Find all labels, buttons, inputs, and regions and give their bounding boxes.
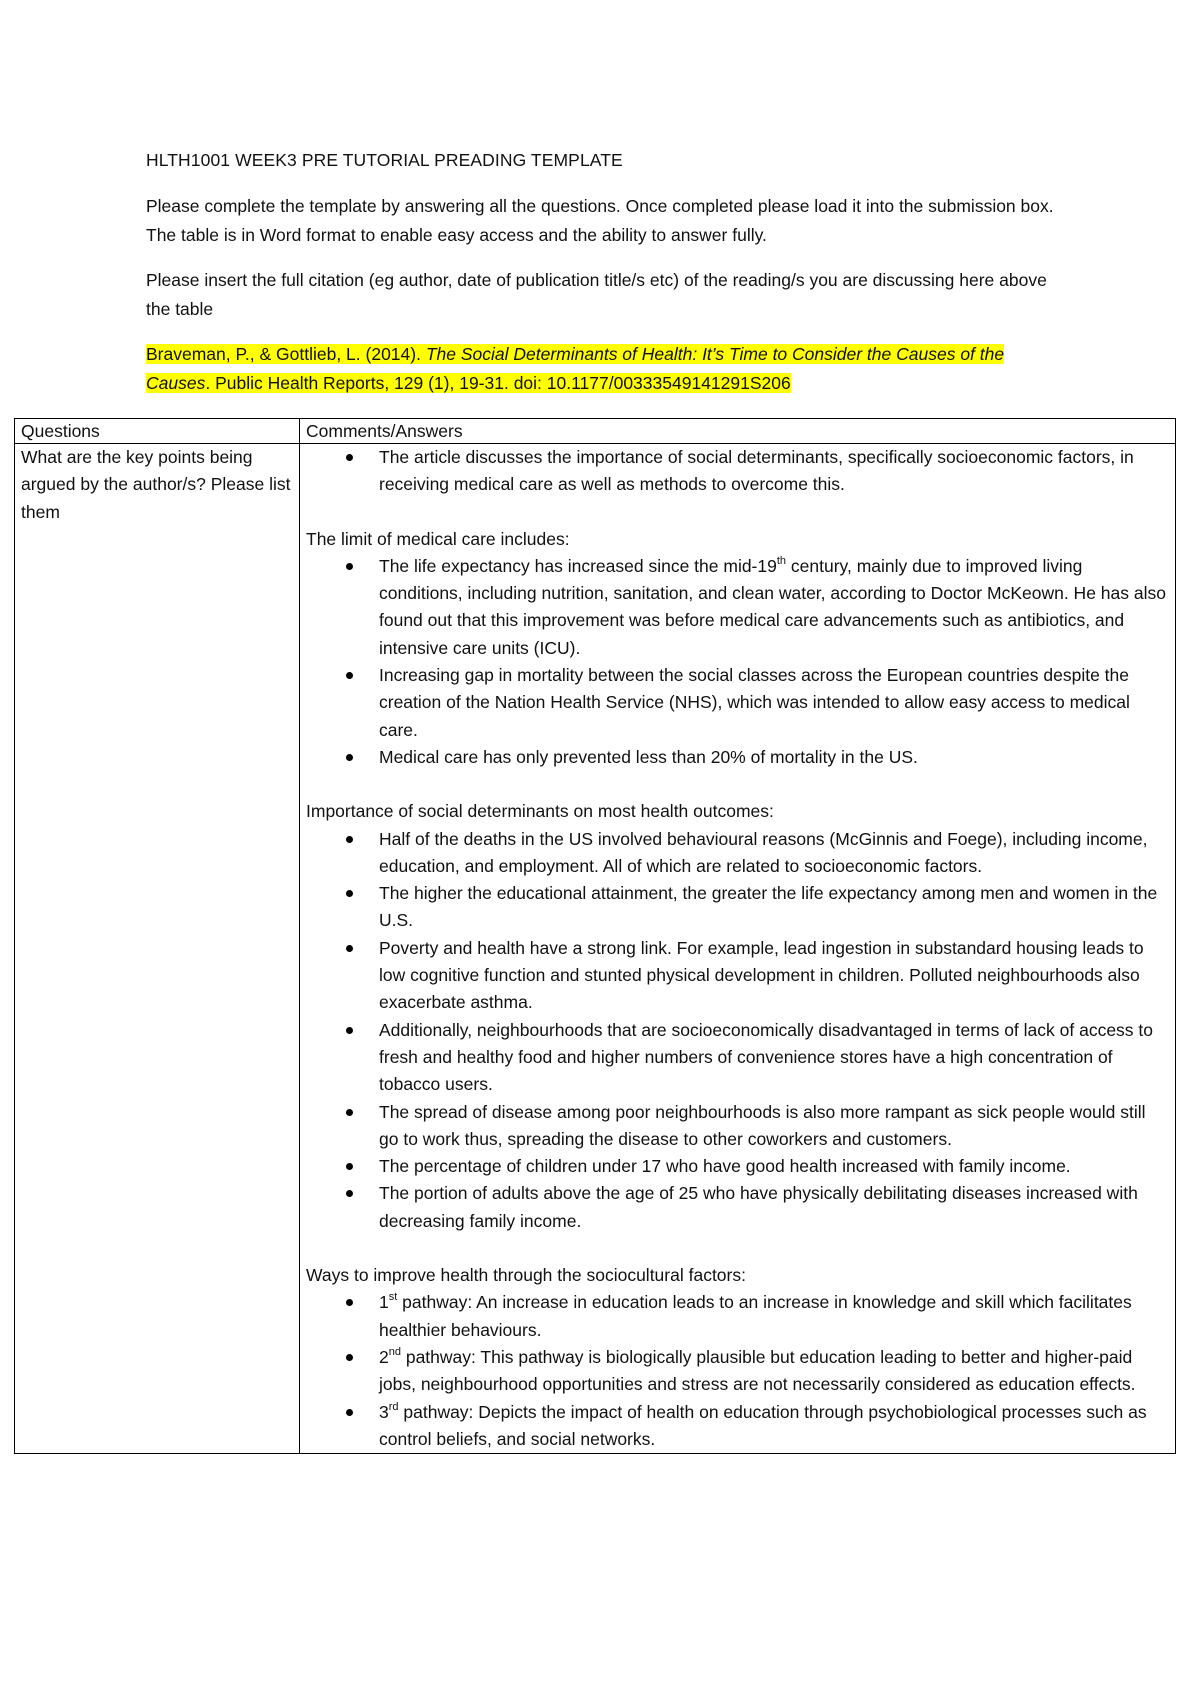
list-item: The portion of adults above the age of 25 who have physically debilitating diseases increased with decreasing family income. bbox=[306, 1180, 1169, 1235]
list-item: 3rd pathway: Depicts the impact of health on education through psychobiological processes such as control beliefs, and social networks. bbox=[306, 1399, 1169, 1454]
citation-article-title: The Social Determinants of Health: It’s Time to Consider the Causes of the Causes bbox=[146, 344, 1005, 393]
list-item: The higher the educational attainment, the greater the life expectancy among men and women in the U.S. bbox=[306, 880, 1169, 935]
citation bbox=[146, 340, 1066, 398]
list-item: The article discusses the importance of social determinants, specifically socioeconomic factors, in receiving medical care as well as methods to overcome this. bbox=[306, 444, 1169, 499]
list-item: Half of the deaths in the US involved behavioural reasons (McGinnis and Foege), including income, education, and employment. All of which are related to socioeconomic factors. bbox=[306, 826, 1169, 881]
table-row bbox=[15, 444, 1176, 1454]
intro-list bbox=[306, 444, 1169, 499]
improve-list bbox=[306, 1289, 1169, 1453]
section-heading-importance: Importance of social determinants on most health outcomes: bbox=[306, 801, 774, 822]
questions-table bbox=[14, 418, 1176, 1454]
list-item: Medical care has only prevented less than 20% of mortality in the US. bbox=[306, 744, 1169, 771]
section-heading-improve: Ways to improve health through the sociocultural factors: bbox=[306, 1265, 746, 1286]
section-heading-limits: The limit of medical care includes: bbox=[306, 528, 570, 549]
question-cell[interactable]: What are the key points being argued by the author/s? Please list them bbox=[15, 444, 300, 1454]
list-item: The percentage of children under 17 who have good health increased with family income. bbox=[306, 1153, 1169, 1180]
list-item: Additionally, neighbourhoods that are socioeconomically disadvantaged in terms of lack of access to fresh and healthy food and higher numbers of convenience stores have a high concentration of tobacco users. bbox=[306, 1017, 1169, 1099]
limits-list bbox=[306, 553, 1169, 771]
list-item: 2nd pathway: This pathway is biologically plausible but education leading to better and higher-paid jobs, neighbourhood opportunities and stress are not necessarily considered as education effects. bbox=[306, 1344, 1169, 1399]
document-title: HLTH1001 WEEK3 PRE TUTORIAL PREADING TEMPLATE bbox=[146, 150, 623, 170]
answers-column-header: Comments/Answers bbox=[300, 419, 1176, 444]
list-item: Increasing gap in mortality between the social classes across the European countries despite the creation of the Nation Health Service (NHS), which was intended to allow easy access to medical care. bbox=[306, 662, 1169, 744]
citation-authors: Braveman, P., & Gottlieb, L. (2014). bbox=[146, 344, 426, 364]
instructions-paragraph-1: Please complete the template by answering all the questions. Once completed please load it into the submission box. The table is in Word format to enable easy access and the ability to answer fully. bbox=[146, 196, 1054, 245]
citation-source: . Public Health Reports, 129 (1), 19-31. doi: 10.1177/00333549141291S206 bbox=[205, 373, 791, 393]
answer-cell[interactable] bbox=[300, 444, 1176, 1454]
questions-column-header: Questions bbox=[15, 419, 300, 444]
list-item: The spread of disease among poor neighbourhoods is also more rampant as sick people would still go to work thus, spreading the disease to other coworkers and customers. bbox=[306, 1099, 1169, 1154]
importance-list bbox=[306, 826, 1169, 1235]
list-item: 1st pathway: An increase in education leads to an increase in knowledge and skill which facilitates healthier behaviours. bbox=[306, 1289, 1169, 1344]
list-item: The life expectancy has increased since the mid-19th century, mainly due to improved living conditions, including nutrition, sanitation, and clean water, according to Doctor McKeown. He has also found out that this improvement was before medical care advancements such as antibiotics, and intensive care units (ICU). bbox=[306, 553, 1169, 662]
table-header-row bbox=[15, 419, 1176, 444]
list-item: Poverty and health have a strong link. For example, lead ingestion in substandard housing leads to low cognitive function and stunted physical development in children. Polluted neighbourhoods also exacerbate asthma. bbox=[306, 935, 1169, 1017]
instructions-paragraph-2: Please insert the full citation (eg author, date of publication title/s etc) of the reading/s you are discussing here above the table bbox=[146, 270, 1047, 319]
